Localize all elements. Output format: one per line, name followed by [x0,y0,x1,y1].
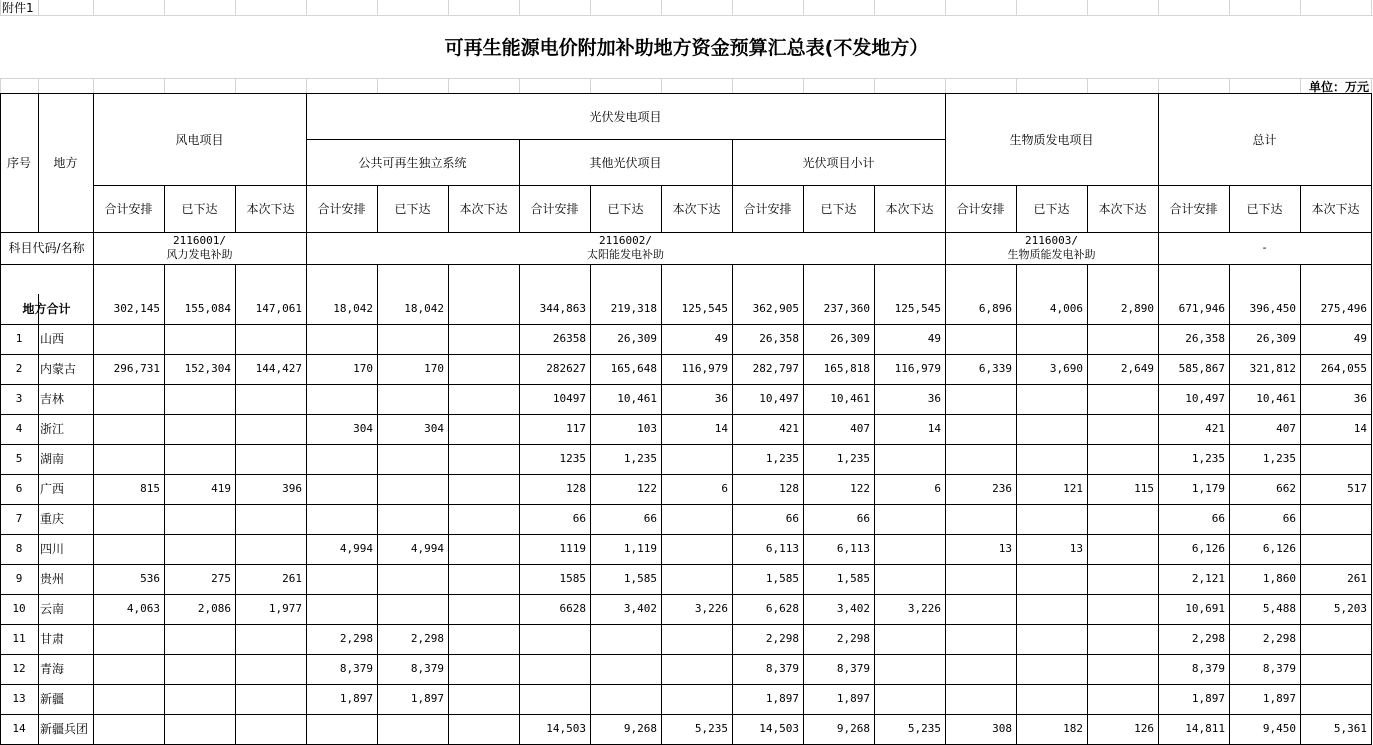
table-cell: 1,897 [410,692,444,705]
table-cell: 3,226 [907,602,941,615]
column-header: 本次下达 [1311,202,1360,216]
table-border [0,534,1372,535]
table-cell: 18,042 [333,302,373,315]
table-cell: 125,545 [894,302,941,315]
table-border [306,93,307,744]
table-cell: 321,812 [1249,362,1296,375]
table-cell: 103 [637,422,657,435]
row-region: 云南 [40,602,65,616]
table-cell: 165,818 [823,362,870,375]
annex-label: 附件1 [2,1,34,15]
table-cell: 8,379 [1262,662,1296,675]
grid-line [661,0,662,15]
grid-line [803,0,804,15]
row-index: 7 [15,512,23,525]
solar-name: 太阳能发电补助 [587,248,664,261]
table-border [0,414,1372,415]
table-cell: 2,298 [1262,632,1296,645]
table-cell: 6 [934,482,941,495]
column-header: 本次下达 [885,202,934,216]
column-header: 已下达 [820,202,857,216]
table-border [164,264,165,744]
grid-line [1158,78,1159,93]
grid-line [1158,0,1159,15]
table-cell: 8,379 [836,662,870,675]
table-cell: 3,402 [623,602,657,615]
grid-line [874,78,875,93]
table-cell: 10,461 [830,392,870,405]
table-cell: 1,897 [1191,692,1225,705]
table-cell: 18,042 [404,302,444,315]
table-cell: 125,545 [681,302,728,315]
row-region: 湖南 [40,452,65,466]
table-cell: 128 [779,482,799,495]
grid-line [1300,0,1301,15]
table-cell: 1235 [559,452,586,465]
grid-line [306,0,307,15]
table-cell: 182 [1063,722,1083,735]
wind-code: 2116001/ [173,234,226,247]
row-index: 11 [12,632,26,645]
table-cell: 26,358 [1185,332,1225,345]
table-cell: 14,811 [1185,722,1225,735]
table-border [0,324,1372,325]
table-cell: 1,897 [339,692,373,705]
table-cell: 585,867 [1178,362,1225,375]
table-cell: 3,690 [1049,362,1083,375]
table-cell: 2,121 [1191,572,1225,585]
grid-line [1087,0,1088,15]
table-cell: 6,628 [765,602,799,615]
grid-line [1016,0,1017,15]
table-cell: 9,450 [1262,722,1296,735]
table-border [38,294,39,744]
table-border [0,384,1372,385]
table-border [0,504,1372,505]
table-cell: 407 [1276,422,1296,435]
total-code: - [1261,241,1268,254]
table-border [0,354,1372,355]
table-cell: 2,298 [836,632,870,645]
table-cell: 144,427 [255,362,302,375]
table-cell: 1,977 [268,602,302,615]
table-cell: 14 [1353,422,1367,435]
grid-line [306,78,307,93]
table-cell: 116,979 [894,362,941,375]
grid-line [377,78,378,93]
table-cell: 5,361 [1333,722,1367,735]
row-region: 贵州 [40,572,65,586]
solar-code: 2116002/ [599,234,652,247]
row-region: 广西 [40,482,65,496]
table-cell: 1,585 [836,572,870,585]
table-border [0,264,1372,265]
row-region: 新疆兵团 [40,722,89,736]
table-border [0,232,1372,233]
grid-line [590,0,591,15]
row-region: 青海 [40,662,65,676]
row-region: 甘肃 [40,632,65,646]
row-index: 3 [15,392,23,405]
table-cell: 170 [353,362,373,375]
column-header: 合计安排 [317,202,366,216]
grid-line [235,0,236,15]
row-index: 4 [15,422,23,435]
table-border [1371,93,1372,744]
table-cell: 26,309 [617,332,657,345]
table-cell: 10497 [552,392,586,405]
row-region: 新疆 [40,692,65,706]
table-border [0,564,1372,565]
table-cell: 6,126 [1191,542,1225,555]
table-cell: 49 [927,332,941,345]
table-cell: 1,119 [623,542,657,555]
column-header: 本次下达 [1098,202,1147,216]
table-cell: 122 [637,482,657,495]
table-cell: 261 [1347,572,1367,585]
table-cell: 2,298 [765,632,799,645]
table-cell: 1,179 [1191,482,1225,495]
grid-line [732,0,733,15]
row-region: 四川 [40,542,65,556]
column-header: 合计安排 [104,202,153,216]
header-solar-public: 公共可再生独立系统 [358,156,467,170]
table-cell: 6 [721,482,728,495]
bio-name: 生物质能发电补助 [1007,248,1096,261]
table-cell: 117 [566,422,586,435]
table-cell: 128 [566,482,586,495]
table-cell: 9,268 [623,722,657,735]
table-border [0,474,1372,475]
table-cell: 8,379 [1191,662,1225,675]
column-header: 已下达 [181,202,218,216]
table-border [1158,93,1159,744]
table-cell: 662 [1276,482,1296,495]
row-index: 6 [15,482,23,495]
grid-line [590,78,591,93]
table-cell: 4,006 [1049,302,1083,315]
subject-code-label: 科目代码/名称 [8,241,85,255]
table-cell: 6,339 [978,362,1012,375]
table-cell: 344,863 [539,302,586,315]
grid-line [519,78,520,93]
header-wind: 风电项目 [175,133,224,147]
grid-line [519,0,520,15]
grid-line [0,0,1,15]
column-header: 合计安排 [956,202,1005,216]
table-cell: 5,235 [694,722,728,735]
table-cell: 26,309 [1256,332,1296,345]
table-cell: 66 [643,512,657,525]
table-cell: 26,358 [759,332,799,345]
table-cell: 66 [1282,512,1296,525]
table-cell: 264,055 [1320,362,1367,375]
table-cell: 8,379 [339,662,373,675]
table-cell: 36 [714,392,728,405]
table-cell: 5,488 [1262,602,1296,615]
row-index: 12 [12,662,26,675]
table-border [0,684,1372,685]
table-cell: 121 [1063,482,1083,495]
table-cell: 170 [424,362,444,375]
row-index: 9 [15,572,23,585]
table-cell: 126 [1134,722,1154,735]
table-cell: 165,648 [610,362,657,375]
table-cell: 36 [927,392,941,405]
column-header: 本次下达 [246,202,295,216]
table-cell: 2,649 [1120,362,1154,375]
table-cell: 302,145 [113,302,160,315]
table-cell: 116,979 [681,362,728,375]
grid-line [0,78,1373,79]
column-header: 已下达 [394,202,431,216]
table-cell: 14,503 [759,722,799,735]
table-cell: 1585 [559,572,586,585]
header-region: 地方 [53,156,78,170]
column-header: 已下达 [1246,202,1283,216]
row-index: 8 [15,542,23,555]
column-header: 合计安排 [530,202,579,216]
table-cell: 4,994 [339,542,373,555]
grid-line [448,78,449,93]
table-cell: 1,897 [1262,692,1296,705]
table-cell: 66 [1211,512,1225,525]
grid-line [0,15,1373,16]
table-cell: 1119 [559,542,586,555]
grid-line [803,78,804,93]
table-border [945,93,946,744]
table-border [306,139,945,140]
table-cell: 4,063 [126,602,160,615]
bio-code: 2116003/ [1025,234,1078,247]
table-cell: 3,402 [836,602,870,615]
header-solar: 光伏发电项目 [589,110,662,124]
table-border [0,93,1372,94]
table-cell: 219,318 [610,302,657,315]
grid-line [93,0,94,15]
table-border [0,654,1372,655]
table-cell: 421 [779,422,799,435]
column-header: 已下达 [607,202,644,216]
row-region-total: 地方合计 [22,302,71,316]
table-cell: 1,235 [836,452,870,465]
table-border [1087,264,1088,744]
table-cell: 8,379 [410,662,444,675]
table-cell: 13 [998,542,1012,555]
table-cell: 517 [1347,482,1367,495]
table-cell: 407 [850,422,870,435]
table-cell: 2,890 [1120,302,1154,315]
row-region: 山西 [40,332,65,346]
table-cell: 1,860 [1262,572,1296,585]
table-cell: 6,896 [978,302,1012,315]
grid-line [0,78,1,93]
table-border [0,594,1372,595]
table-cell: 147,061 [255,302,302,315]
row-index: 5 [15,452,23,465]
table-cell: 304 [424,422,444,435]
table-cell: 2,298 [339,632,373,645]
grid-line [732,78,733,93]
table-cell: 1,585 [765,572,799,585]
table-cell: 1,235 [1262,452,1296,465]
column-header: 本次下达 [672,202,721,216]
column-header: 已下达 [1033,202,1070,216]
table-cell: 49 [714,332,728,345]
table-cell: 261 [282,572,302,585]
table-cell: 66 [856,512,870,525]
column-header: 本次下达 [459,202,508,216]
table-cell: 36 [1353,392,1367,405]
page-title: 可再生能源电价附加补助地方资金预算汇总表(不发地方） [444,37,929,59]
table-cell: 10,497 [759,392,799,405]
grid-line [1229,78,1230,93]
table-cell: 115 [1134,482,1154,495]
table-cell: 5,235 [907,722,941,735]
table-cell: 1,235 [1191,452,1225,465]
table-cell: 1,585 [623,572,657,585]
table-cell: 419 [211,482,231,495]
table-cell: 10,461 [1256,392,1296,405]
wind-name: 风力发电补助 [166,248,233,261]
table-cell: 1,897 [836,692,870,705]
table-cell: 296,731 [113,362,160,375]
table-cell: 304 [353,422,373,435]
table-cell: 122 [850,482,870,495]
table-cell: 14 [927,422,941,435]
table-cell: 8,379 [765,662,799,675]
column-header: 合计安排 [1169,202,1218,216]
table-cell: 1,235 [765,452,799,465]
table-cell: 14 [714,422,728,435]
header-total: 总计 [1252,133,1277,147]
table-cell: 26358 [552,332,586,345]
table-cell: 282627 [546,362,586,375]
table-cell: 237,360 [823,302,870,315]
table-cell: 6,126 [1262,542,1296,555]
table-cell: 236 [992,482,1012,495]
table-cell: 421 [1205,422,1225,435]
table-border [1016,264,1017,744]
table-cell: 362,905 [752,302,799,315]
row-index: 14 [12,722,26,735]
table-border [235,264,236,744]
header-solar-subtotal: 光伏项目小计 [802,156,875,170]
table-cell: 282,797 [752,362,799,375]
header-biomass: 生物质发电项目 [1009,133,1094,147]
table-cell: 14,503 [546,722,586,735]
table-cell: 66 [785,512,799,525]
table-cell: 10,497 [1185,392,1225,405]
table-cell: 275 [211,572,231,585]
grid-line [164,0,165,15]
table-cell: 49 [1353,332,1367,345]
row-index: 1 [15,332,23,345]
grid-line [1371,78,1372,93]
row-index: 2 [15,362,23,375]
row-region: 重庆 [40,512,65,526]
table-cell: 10,461 [617,392,657,405]
row-region: 内蒙古 [40,362,77,376]
table-cell: 152,304 [184,362,231,375]
header-index: 序号 [6,156,31,170]
grid-line [874,0,875,15]
table-cell: 2,298 [410,632,444,645]
table-border [0,93,1,744]
grid-line [448,0,449,15]
table-cell: 155,084 [184,302,231,315]
table-cell: 9,268 [836,722,870,735]
table-cell: 308 [992,722,1012,735]
grid-line [164,78,165,93]
table-cell: 536 [140,572,160,585]
table-cell: 5,203 [1333,602,1367,615]
grid-line [1016,78,1017,93]
grid-line [38,78,39,93]
grid-line [661,78,662,93]
table-cell: 10,691 [1185,602,1225,615]
table-cell: 13 [1069,542,1083,555]
table-cell: 4,994 [410,542,444,555]
table-cell: 396 [282,482,302,495]
header-solar-other: 其他光伏项目 [589,156,662,170]
grid-line [1087,78,1088,93]
grid-line [38,0,39,15]
table-cell: 815 [140,482,160,495]
grid-line [1371,0,1372,15]
table-cell: 26,309 [830,332,870,345]
table-cell: 1,897 [765,692,799,705]
table-cell: 66 [572,512,586,525]
grid-line [377,0,378,15]
row-region: 浙江 [40,422,65,436]
table-cell: 6628 [559,602,586,615]
grid-line [235,78,236,93]
table-border [93,93,94,744]
table-border [0,444,1372,445]
table-border [0,624,1372,625]
table-cell: 6,113 [836,542,870,555]
table-cell: 6,113 [765,542,799,555]
table-cell: 2,086 [197,602,231,615]
grid-line [945,0,946,15]
table-border [448,264,449,744]
table-cell: 275,496 [1320,302,1367,315]
column-header: 合计安排 [743,202,792,216]
row-index: 13 [12,692,26,705]
grid-line [1229,0,1230,15]
row-index: 10 [12,602,26,615]
table-cell: 671,946 [1178,302,1225,315]
unit-label: 单位：万元 [1308,80,1369,94]
table-cell: 2,298 [1191,632,1225,645]
table-cell: 1,235 [623,452,657,465]
table-cell: 3,226 [694,602,728,615]
grid-line [93,78,94,93]
table-cell: 396,450 [1249,302,1296,315]
row-region: 吉林 [40,392,65,406]
grid-line [945,78,946,93]
